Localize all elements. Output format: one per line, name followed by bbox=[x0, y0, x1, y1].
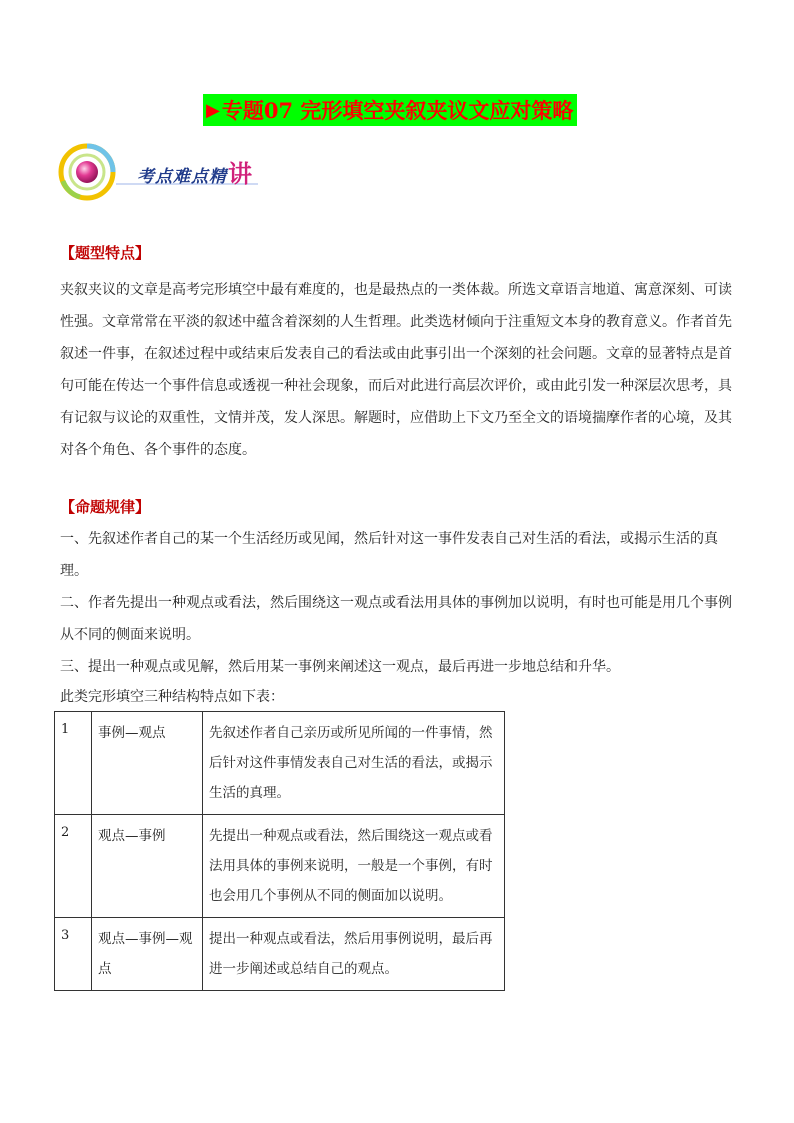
page-title bbox=[203, 94, 577, 126]
table-row bbox=[55, 918, 505, 991]
rule-3: 三、提出一种观点或见解，然后用某一事例来阐述这一观点，最后再进一步地总结和升华。 bbox=[60, 659, 620, 675]
page-title-text: 专题07 完形填空夹叙夹议文应对策略 bbox=[221, 98, 574, 123]
triangle-marker-icon: ▶ bbox=[206, 99, 220, 121]
row-description: 先叙述作者自己亲历或所见所闻的一件事情，然后针对这件事情发表自己对生活的看法，或揭示生活的真理。 bbox=[203, 712, 505, 815]
table-row bbox=[55, 712, 505, 815]
row-description: 提出一种观点或看法，然后用事例说明，最后再进一步阐述或总结自己的观点。 bbox=[203, 918, 505, 991]
row-number: 3 bbox=[55, 918, 92, 991]
features-paragraph: 夹叙夹议的文章是高考完形填空中最有难度的，也是最热点的一类体裁。所选文章语言地道、寓意深刻、可读性强。文章常常在平淡的叙述中蕴含着深刻的人生哲理。此类选材倾向于注重短文本身的教育意义。作者首先叙述一件事，在叙述过程中或结束后发表自己的看法或由此事引出一个深刻的社会问题。文章的显著特点是首句可能在传达一个事件信息或透视一种社会现象，而后对此进行高层次评价，或由此引发一种深层次思考，具有记叙与议论的双重性，文情并茂，发人深思。解题时，应借助上下文乃至全文的语境揣摩作者的心境，及其对各个角色、各个事件的态度。 bbox=[60, 282, 732, 458]
logo-rings-icon bbox=[61, 146, 113, 198]
rule-1: 一、先叙述作者自己的某一个生活经历或见闻，然后针对这一事件发表自己对生活的看法，或揭示生活的真理。 bbox=[60, 531, 718, 579]
row-structure-type: 观点—事例 bbox=[92, 815, 203, 918]
row-structure-type: 观点—事例—观点 bbox=[92, 918, 203, 991]
row-description: 先提出一种观点或看法，然后围绕这一观点或看法用具体的事例来说明，一般是一个事例，有时也会用几个事例从不同的侧面加以说明。 bbox=[203, 815, 505, 918]
rule-2: 二、作者先提出一种观点或看法，然后围绕这一观点或看法用具体的事例加以说明，有时也可能是用几个事例从不同的侧面来说明。 bbox=[60, 595, 732, 643]
structure-table bbox=[54, 711, 505, 991]
row-number: 2 bbox=[55, 815, 92, 918]
logo-text-main: 考点难点精 bbox=[137, 167, 227, 187]
table-row bbox=[55, 815, 505, 918]
logo-text-last: 讲 bbox=[228, 159, 253, 188]
logo-text bbox=[137, 154, 253, 189]
row-structure-type: 事例—观点 bbox=[92, 712, 203, 815]
section-heading-rules: 【命题规律】 bbox=[60, 498, 151, 516]
section-heading-features: 【题型特点】 bbox=[60, 244, 151, 262]
table-intro: 此类完形填空三种结构特点如下表： bbox=[60, 689, 284, 705]
row-number: 1 bbox=[55, 712, 92, 815]
